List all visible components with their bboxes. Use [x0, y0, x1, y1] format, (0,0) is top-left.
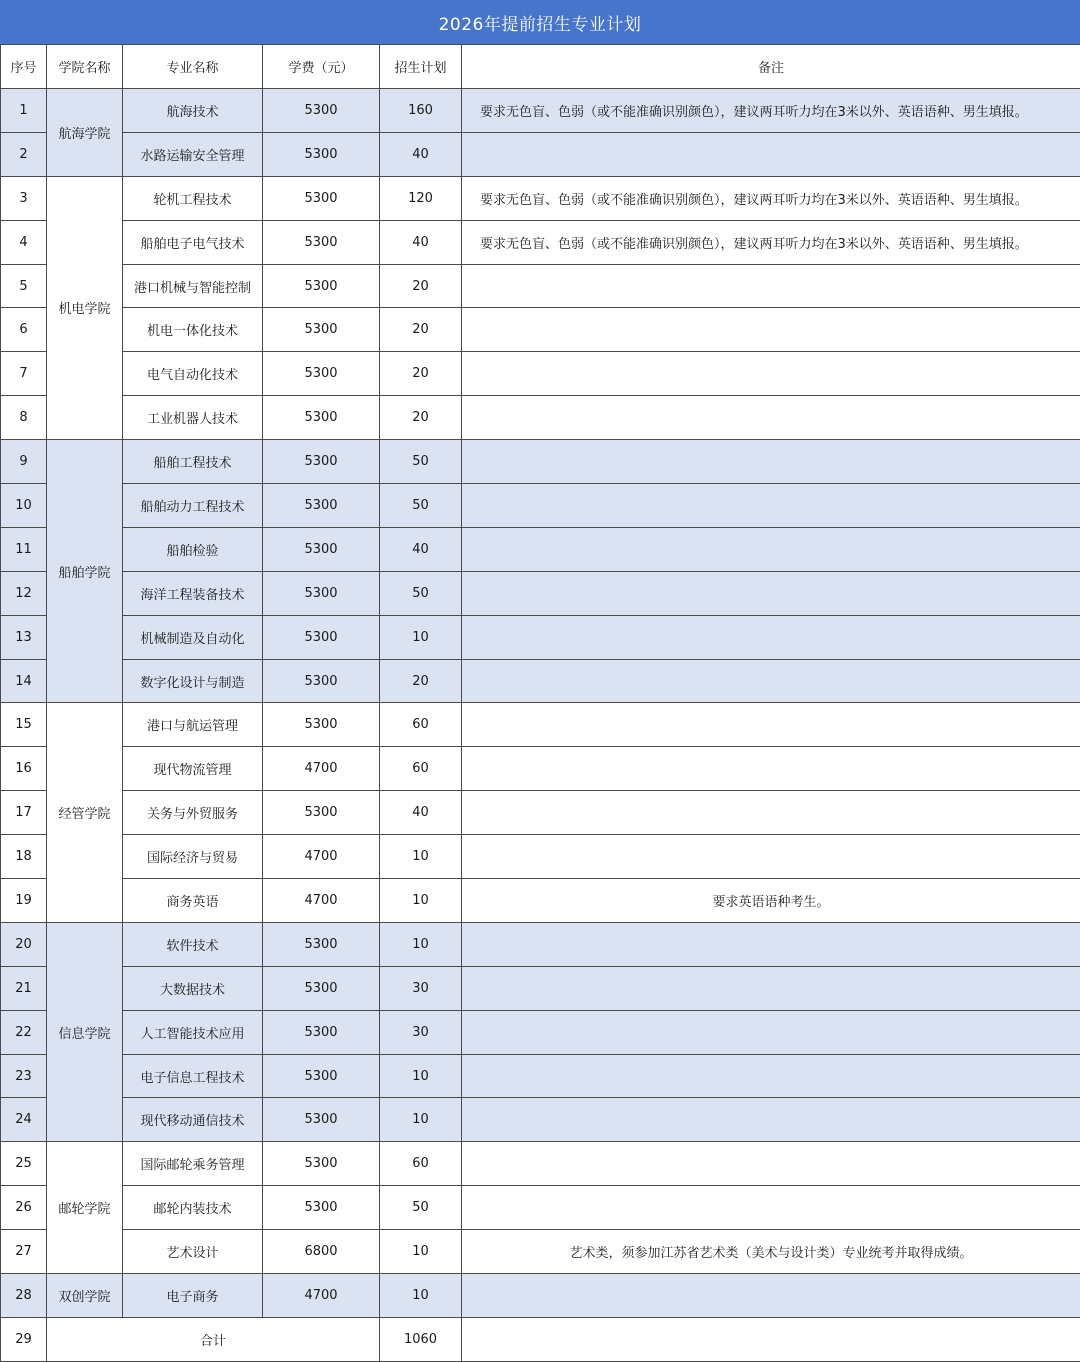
row-index: 15	[1, 703, 47, 747]
table-row	[1, 615, 1080, 659]
tuition-fee: 5300	[263, 220, 380, 264]
enrollment-plan: 60	[380, 747, 462, 791]
table-row	[1, 659, 1080, 703]
total-plan: 1060	[380, 1317, 462, 1361]
major-name: 现代移动通信技术	[123, 1098, 263, 1142]
college-name: 信息学院	[47, 922, 123, 1141]
header-major: 专业名称	[123, 45, 263, 89]
major-name: 轮机工程技术	[123, 176, 263, 220]
table-row	[1, 1274, 1080, 1318]
enrollment-plan: 160	[380, 89, 462, 133]
remark	[462, 1010, 1080, 1054]
row-index: 11	[1, 527, 47, 571]
remark	[462, 132, 1080, 176]
major-name: 工业机器人技术	[123, 396, 263, 440]
row-index: 14	[1, 659, 47, 703]
row-index: 5	[1, 264, 47, 308]
row-index: 12	[1, 571, 47, 615]
remark	[462, 440, 1080, 484]
row-index: 26	[1, 1186, 47, 1230]
table-row	[1, 220, 1080, 264]
major-name: 船舶检验	[123, 527, 263, 571]
table-row	[1, 966, 1080, 1010]
remark	[462, 747, 1080, 791]
table-row	[1, 264, 1080, 308]
major-name: 港口与航运管理	[123, 703, 263, 747]
table-row	[1, 527, 1080, 571]
row-index: 28	[1, 1274, 47, 1318]
enrollment-plan: 20	[380, 396, 462, 440]
remark: 要求英语语种考生。	[462, 879, 1080, 923]
enrollment-plan: 20	[380, 659, 462, 703]
table-row	[1, 791, 1080, 835]
enrollment-plan: 40	[380, 132, 462, 176]
college-name: 经管学院	[47, 703, 123, 922]
college-name: 船舶学院	[47, 440, 123, 703]
table-row	[1, 571, 1080, 615]
remark	[462, 484, 1080, 528]
row-index: 6	[1, 308, 47, 352]
table-row	[1, 879, 1080, 923]
enrollment-plan: 20	[380, 264, 462, 308]
enrollment-plan: 10	[380, 879, 462, 923]
remark	[462, 1098, 1080, 1142]
table-row	[1, 747, 1080, 791]
tuition-fee: 5300	[263, 89, 380, 133]
header-plan: 招生计划	[380, 45, 462, 89]
header-row	[1, 45, 1080, 89]
table-row	[1, 352, 1080, 396]
tuition-fee: 5300	[263, 1142, 380, 1186]
row-index: 18	[1, 835, 47, 879]
enrollment-plan: 30	[380, 1010, 462, 1054]
college-name: 航海学院	[47, 89, 123, 177]
row-index: 17	[1, 791, 47, 835]
tuition-fee: 4700	[263, 879, 380, 923]
tuition-fee: 5300	[263, 308, 380, 352]
tuition-fee: 5300	[263, 440, 380, 484]
major-name: 人工智能技术应用	[123, 1010, 263, 1054]
header-note: 备注	[462, 45, 1080, 89]
major-name: 软件技术	[123, 922, 263, 966]
table-row	[1, 1098, 1080, 1142]
remark: 要求无色盲、色弱（或不能准确识别颜色），建议两耳听力均在3米以外、英语语种、男生填报。	[462, 220, 1080, 264]
enrollment-plan: 10	[380, 835, 462, 879]
remark	[462, 1317, 1080, 1361]
total-label: 合计	[47, 1317, 380, 1361]
major-name: 船舶电子电气技术	[123, 220, 263, 264]
major-name: 机电一体化技术	[123, 308, 263, 352]
enrollment-plan: 50	[380, 571, 462, 615]
tuition-fee: 5300	[263, 264, 380, 308]
row-index: 16	[1, 747, 47, 791]
tuition-fee: 4700	[263, 747, 380, 791]
enrollment-plan: 40	[380, 791, 462, 835]
remark: 要求无色盲、色弱（或不能准确识别颜色），建议两耳听力均在3米以外、英语语种、男生填报。	[462, 176, 1080, 220]
enrollment-plan: 50	[380, 484, 462, 528]
remark	[462, 703, 1080, 747]
remark	[462, 1142, 1080, 1186]
major-name: 海洋工程装备技术	[123, 571, 263, 615]
major-name: 邮轮内装技术	[123, 1186, 263, 1230]
remark	[462, 352, 1080, 396]
remark	[462, 571, 1080, 615]
college-name: 双创学院	[47, 1274, 123, 1318]
major-name: 现代物流管理	[123, 747, 263, 791]
enrollment-plan: 50	[380, 1186, 462, 1230]
major-name: 港口机械与智能控制	[123, 264, 263, 308]
enrollment-plan: 40	[380, 527, 462, 571]
tuition-fee: 5300	[263, 1098, 380, 1142]
major-name: 艺术设计	[123, 1230, 263, 1274]
row-index: 7	[1, 352, 47, 396]
tuition-fee: 5300	[263, 352, 380, 396]
major-name: 大数据技术	[123, 966, 263, 1010]
remark	[462, 527, 1080, 571]
row-index: 29	[1, 1317, 47, 1361]
major-name: 船舶动力工程技术	[123, 484, 263, 528]
enrollment-plan: 10	[380, 922, 462, 966]
table-row	[1, 308, 1080, 352]
tuition-fee: 5300	[263, 527, 380, 571]
enrollment-plan: 10	[380, 1054, 462, 1098]
row-index: 25	[1, 1142, 47, 1186]
major-name: 电子信息工程技术	[123, 1054, 263, 1098]
table-row	[1, 835, 1080, 879]
row-index: 3	[1, 176, 47, 220]
tuition-fee: 5300	[263, 132, 380, 176]
enrollment-plan: 120	[380, 176, 462, 220]
tuition-fee: 5300	[263, 571, 380, 615]
row-index: 2	[1, 132, 47, 176]
table-row	[1, 132, 1080, 176]
remark	[462, 1274, 1080, 1318]
sheet-title: 2026年提前招生专业计划	[0, 0, 1080, 45]
remark	[462, 922, 1080, 966]
tuition-fee: 5300	[263, 484, 380, 528]
tuition-fee: 4700	[263, 835, 380, 879]
remark	[462, 966, 1080, 1010]
tuition-fee: 4700	[263, 1274, 380, 1318]
row-index: 22	[1, 1010, 47, 1054]
row-index: 27	[1, 1230, 47, 1274]
enrollment-plan: 50	[380, 440, 462, 484]
table-row	[1, 484, 1080, 528]
major-name: 国际经济与贸易	[123, 835, 263, 879]
table-row	[1, 703, 1080, 747]
remark	[462, 615, 1080, 659]
enrollment-plan: 10	[380, 1230, 462, 1274]
college-name: 机电学院	[47, 176, 123, 439]
tuition-fee: 5300	[263, 791, 380, 835]
row-index: 1	[1, 89, 47, 133]
tuition-fee: 6800	[263, 1230, 380, 1274]
remark	[462, 396, 1080, 440]
enrollment-table	[0, 44, 1080, 1362]
enrollment-plan: 40	[380, 220, 462, 264]
major-name: 商务英语	[123, 879, 263, 923]
tuition-fee: 5300	[263, 176, 380, 220]
table-row	[1, 922, 1080, 966]
table-row	[1, 1230, 1080, 1274]
remark	[462, 1054, 1080, 1098]
table-row	[1, 1142, 1080, 1186]
table-row	[1, 440, 1080, 484]
major-name: 水路运输安全管理	[123, 132, 263, 176]
header-index: 序号	[1, 45, 47, 89]
enrollment-plan: 10	[380, 1274, 462, 1318]
major-name: 电子商务	[123, 1274, 263, 1318]
remark	[462, 791, 1080, 835]
row-index: 24	[1, 1098, 47, 1142]
enrollment-plan: 20	[380, 308, 462, 352]
header-college: 学院名称	[47, 45, 123, 89]
enrollment-plan: 20	[380, 352, 462, 396]
tuition-fee: 5300	[263, 396, 380, 440]
row-index: 19	[1, 879, 47, 923]
row-index: 4	[1, 220, 47, 264]
college-name: 邮轮学院	[47, 1142, 123, 1274]
tuition-fee: 5300	[263, 1010, 380, 1054]
tuition-fee: 5300	[263, 659, 380, 703]
tuition-fee: 5300	[263, 1054, 380, 1098]
enrollment-plan: 10	[380, 615, 462, 659]
table-row	[1, 89, 1080, 133]
tuition-fee: 5300	[263, 703, 380, 747]
remark	[462, 264, 1080, 308]
remark	[462, 308, 1080, 352]
major-name: 船舶工程技术	[123, 440, 263, 484]
table-row	[1, 1186, 1080, 1230]
major-name: 数字化设计与制造	[123, 659, 263, 703]
table-row	[1, 396, 1080, 440]
row-index: 20	[1, 922, 47, 966]
row-index: 8	[1, 396, 47, 440]
header-fee: 学费（元）	[263, 45, 380, 89]
tuition-fee: 5300	[263, 922, 380, 966]
remark	[462, 835, 1080, 879]
major-name: 航海技术	[123, 89, 263, 133]
remark: 要求无色盲、色弱（或不能准确识别颜色），建议两耳听力均在3米以外、英语语种、男生填报。	[462, 89, 1080, 133]
enrollment-plan: 10	[380, 1098, 462, 1142]
tuition-fee: 5300	[263, 1186, 380, 1230]
enrollment-plan: 60	[380, 1142, 462, 1186]
row-index: 21	[1, 966, 47, 1010]
remark	[462, 659, 1080, 703]
remark: 艺术类，须参加江苏省艺术类（美术与设计类）专业统考并取得成绩。	[462, 1230, 1080, 1274]
major-name: 电气自动化技术	[123, 352, 263, 396]
enrollment-plan: 60	[380, 703, 462, 747]
table-row	[1, 176, 1080, 220]
table-row	[1, 1010, 1080, 1054]
row-index: 9	[1, 440, 47, 484]
row-index: 10	[1, 484, 47, 528]
major-name: 关务与外贸服务	[123, 791, 263, 835]
major-name: 机械制造及自动化	[123, 615, 263, 659]
tuition-fee: 5300	[263, 966, 380, 1010]
enrollment-plan: 30	[380, 966, 462, 1010]
row-index: 23	[1, 1054, 47, 1098]
row-index: 13	[1, 615, 47, 659]
table-row	[1, 1054, 1080, 1098]
remark	[462, 1186, 1080, 1230]
total-row	[1, 1317, 1080, 1361]
major-name: 国际邮轮乘务管理	[123, 1142, 263, 1186]
tuition-fee: 5300	[263, 615, 380, 659]
